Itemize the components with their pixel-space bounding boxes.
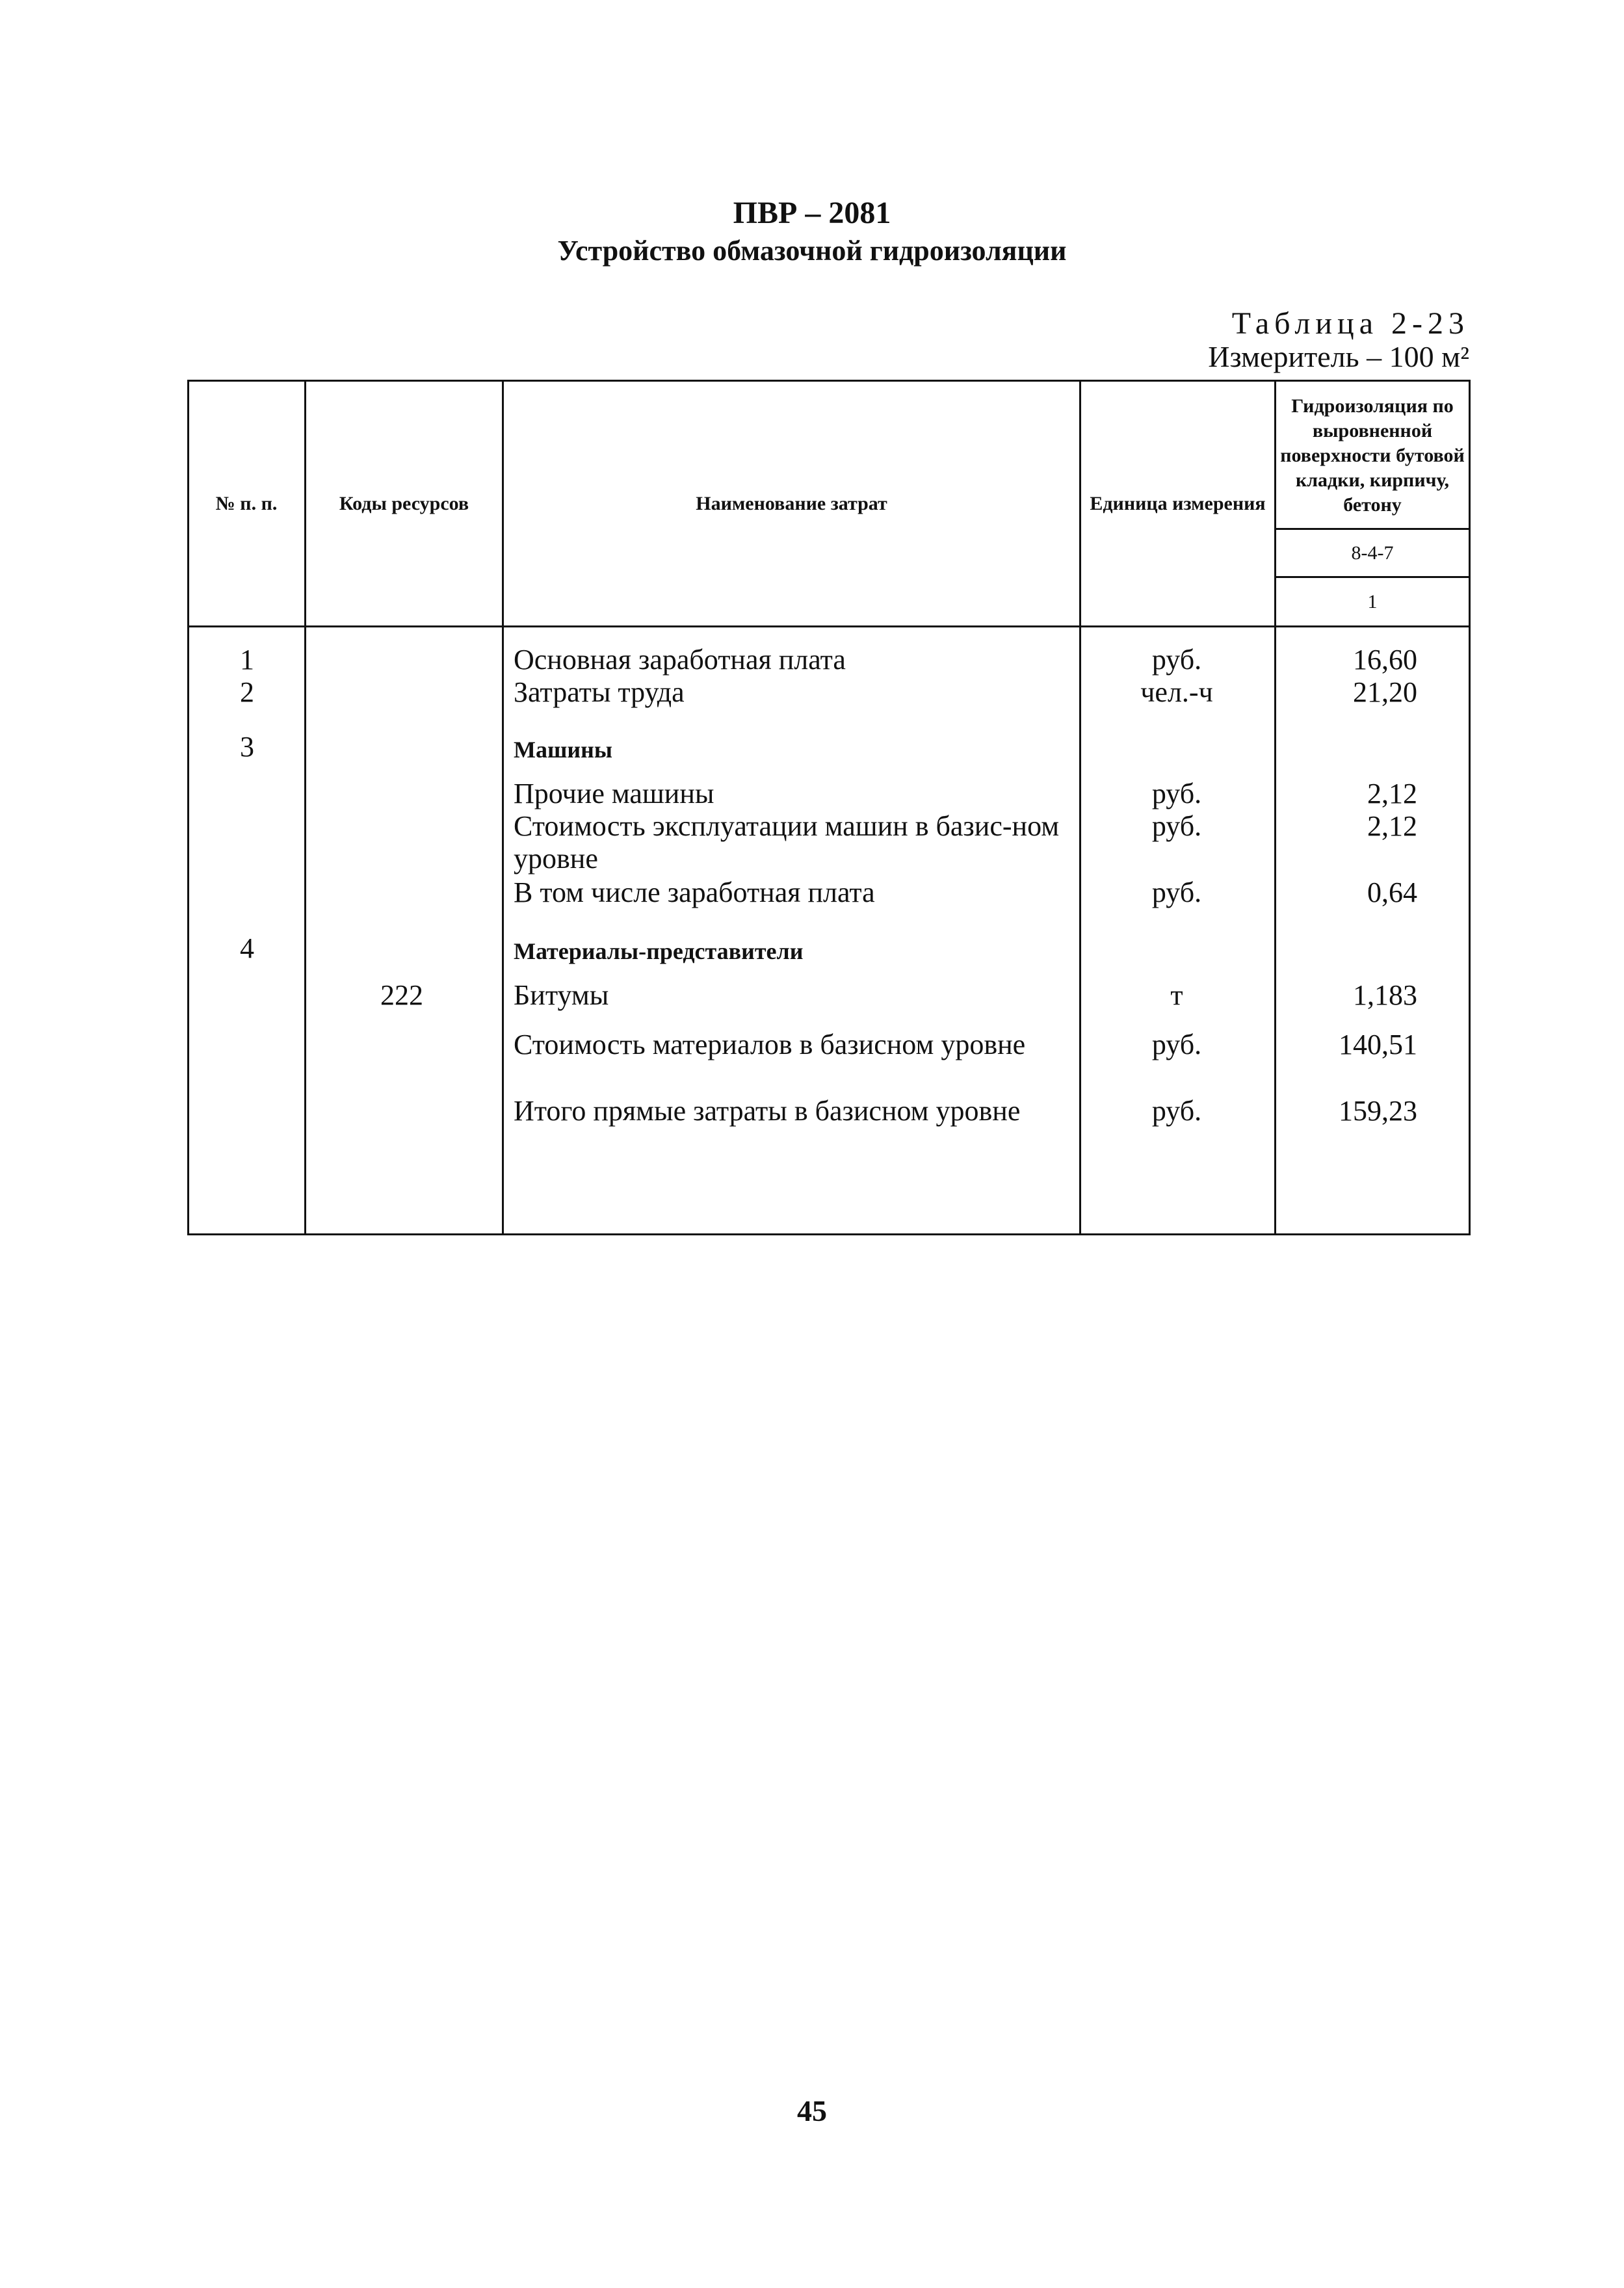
row-unit: чел.-ч xyxy=(1140,676,1213,708)
page-number: 45 xyxy=(797,2094,827,2127)
row-code: 222 xyxy=(380,979,423,1011)
row-unit: руб. xyxy=(1151,778,1202,809)
table-label: Таблица 2-23 xyxy=(1231,306,1469,341)
header-unit: Единица измерения xyxy=(1090,492,1266,514)
row-name: Основная заработная плата xyxy=(514,644,846,676)
header-num: № п. п. xyxy=(215,492,278,514)
row-value: 2,12 xyxy=(1367,778,1417,809)
row-name: Стоимость эксплуатации машин в базис-ном уровне xyxy=(514,810,1060,874)
header-col-index: 1 xyxy=(1367,590,1378,612)
row-name: Итого прямые затраты в базисном уровне xyxy=(514,1095,1021,1127)
row-name: Прочие машины xyxy=(514,778,714,809)
row-name: Битумы xyxy=(514,979,609,1011)
header-codes: Коды ресурсов xyxy=(339,492,469,514)
row-unit: руб. xyxy=(1151,876,1202,908)
row-num: 2 xyxy=(240,676,254,708)
section-title: Машины xyxy=(514,737,612,763)
document-subtitle: Устройство обмазочной гидроизоляции xyxy=(557,235,1067,267)
row-value: 0,64 xyxy=(1367,876,1417,908)
row-value: 2,12 xyxy=(1367,810,1417,842)
section-title: Материалы-представители xyxy=(514,938,804,964)
row-name: Стоимость материалов в базисном уровне xyxy=(514,1029,1026,1060)
row-value: 140,51 xyxy=(1339,1029,1417,1060)
header-name: Наименование затрат xyxy=(696,492,887,514)
row-name: В том числе заработная плата xyxy=(514,876,875,908)
row-name: Затраты труда xyxy=(514,676,685,708)
row-unit: руб. xyxy=(1151,1029,1202,1060)
row-value: 21,20 xyxy=(1353,676,1417,708)
document-code: ПВР – 2081 xyxy=(733,196,891,230)
row-value: 1,183 xyxy=(1353,979,1417,1011)
row-unit: руб. xyxy=(1151,810,1202,842)
header-work: Гидроизоляция по выровненной поверхности бутовой кладки, кирпичу, бетону xyxy=(1280,395,1465,516)
row-unit: руб. xyxy=(1151,1095,1202,1127)
header-work-code: 8-4-7 xyxy=(1351,542,1394,564)
row-num: 4 xyxy=(240,932,254,964)
row-num: 3 xyxy=(240,731,254,763)
header-divider xyxy=(187,625,1471,627)
row-unit: руб. xyxy=(1151,644,1202,676)
row-value: 16,60 xyxy=(1353,644,1417,676)
row-num: 1 xyxy=(240,644,254,676)
table-measure: Измеритель – 100 м² xyxy=(1208,340,1469,373)
row-value: 159,23 xyxy=(1339,1095,1417,1127)
row-unit: т xyxy=(1170,979,1183,1011)
